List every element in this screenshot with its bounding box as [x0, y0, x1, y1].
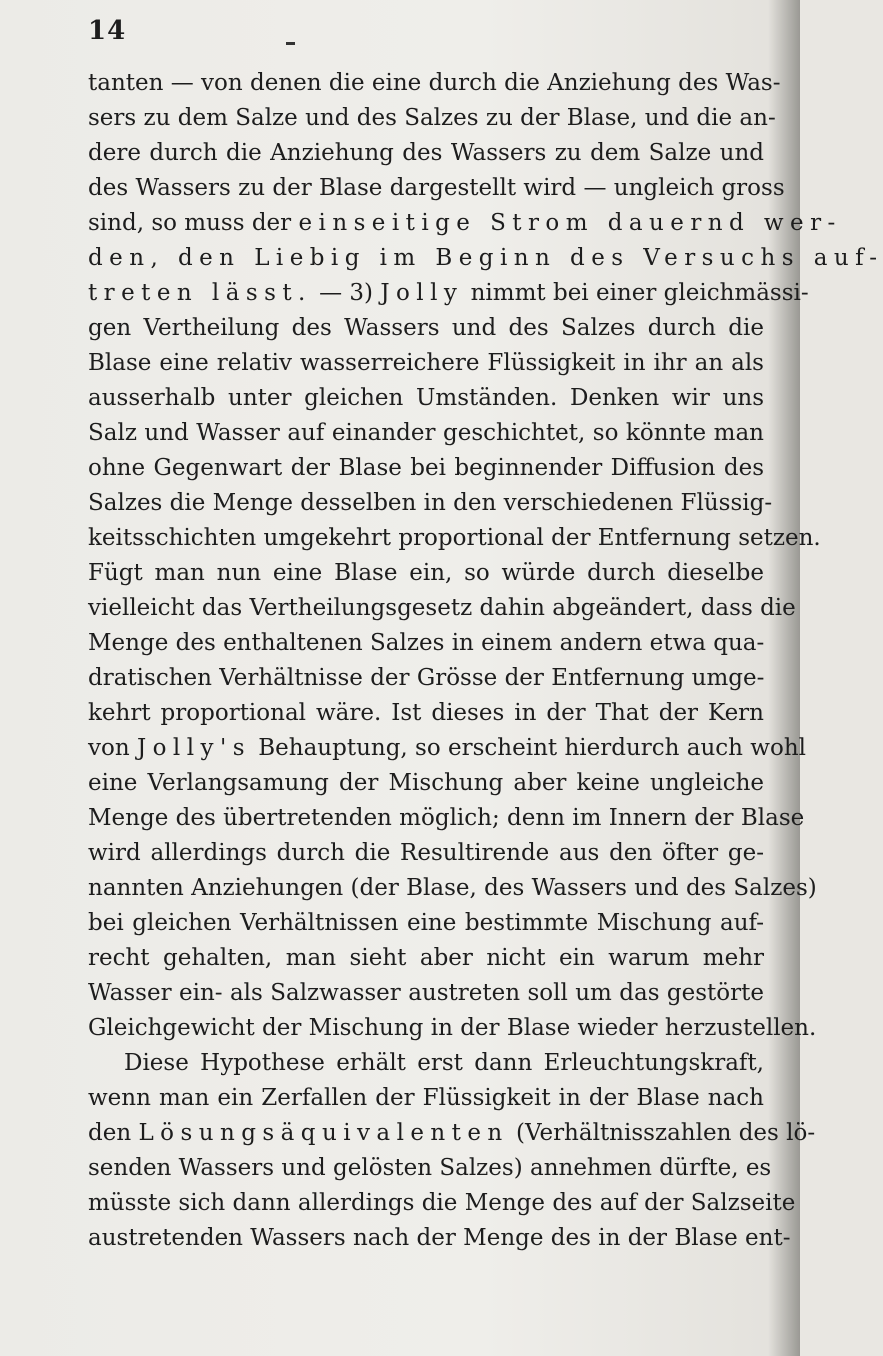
text-line: [88, 346, 764, 381]
text-line: [88, 976, 764, 1011]
text-line: [88, 941, 764, 976]
text-segment: müsste sich dann allerdings die Menge des auf der Salzseite: [88, 1190, 796, 1216]
text-line: [88, 521, 821, 556]
text-segment: Menge des übertretenden möglich; denn im Innern der Blase: [88, 805, 805, 831]
text-line: [88, 871, 817, 906]
text-line: [88, 276, 809, 311]
text-segment: den: [88, 1120, 139, 1146]
text-segment: austretenden Wassers nach der Menge des in der Blase ent-: [88, 1225, 791, 1251]
text-line: [88, 661, 764, 696]
text-line: [88, 171, 785, 206]
emphasis-text: Lösungsäquivalenten: [138, 1120, 509, 1146]
text-line: [88, 801, 805, 836]
text-line: [88, 1011, 817, 1046]
text-line: [88, 1081, 764, 1116]
text-segment: Menge des enthaltenen Salzes in einem andern etwa qua-: [88, 630, 765, 656]
text-segment: sind, so muss der: [88, 210, 299, 236]
text-segment: von: [88, 735, 137, 761]
text-line: [88, 731, 806, 766]
text-segment: Salz und Wasser auf einander geschichtet, so könnte man: [88, 420, 764, 446]
text-segment: Diese Hypothese erhält erst dann Erleuchtungskraft,: [124, 1050, 764, 1076]
text-line: [88, 1221, 791, 1256]
text-segment: nimmt bei einer gleichmässi-: [463, 280, 809, 306]
text-segment: dere durch die Anziehung des Wassers zu dem Salze und: [88, 140, 764, 166]
text-segment: ohne Gegenwart der Blase bei beginnender Diffusion des: [88, 455, 764, 481]
text-segment: Behauptung, so erscheint hierdurch auch wohl: [250, 735, 806, 761]
text-segment: senden Wassers und gelösten Salzes) annehmen dürfte, es: [88, 1155, 772, 1181]
text-line: [88, 416, 764, 451]
text-segment: sers zu dem Salze und des Salzes zu der Blase, und die an-: [88, 105, 776, 131]
text-segment: wird allerdings durch die Resultirende aus den öfter ge-: [88, 840, 764, 866]
text-line: [88, 1116, 816, 1151]
emphasis-text: Jolly: [380, 280, 464, 306]
body-text: [88, 66, 883, 1256]
text-line: [88, 241, 883, 276]
text-segment: Salzes die Menge desselben in den verschiedenen Flüssig-: [88, 490, 773, 516]
text-segment: Fügt man nun eine Blase ein, so würde durch dieselbe: [88, 560, 764, 586]
text-line: [88, 906, 764, 941]
emphasis-text: treten lässt.: [88, 280, 312, 306]
text-segment: (Verhältnisszahlen des lö-: [508, 1120, 816, 1146]
text-line: [88, 311, 764, 346]
page-number: 14: [88, 16, 127, 46]
text-line: [88, 1046, 764, 1081]
text-segment: gen Vertheilung des Wassers und des Salzes durch die: [88, 315, 764, 341]
text-segment: nannten Anziehungen (der Blase, des Wassers und des Salzes): [88, 875, 817, 901]
text-line: [88, 556, 764, 591]
text-line: [88, 206, 842, 241]
header-dash: [286, 42, 295, 45]
emphasis-text: Jolly's: [136, 735, 251, 761]
text-line: [88, 1151, 772, 1186]
text-line: [88, 1186, 796, 1221]
text-line: [88, 836, 764, 871]
text-segment: keitsschichten umgekehrt proportional der Entfernung setzen.: [88, 525, 821, 551]
text-line: [88, 66, 781, 101]
text-segment: wenn man ein Zerfallen der Flüssigkeit in der Blase nach: [88, 1085, 764, 1111]
text-segment: kehrt proportional wäre. Ist dieses in der That der Kern: [88, 700, 764, 726]
text-line: [88, 486, 773, 521]
text-segment: Gleichgewicht der Mischung in der Blase wieder herzustellen.: [88, 1015, 817, 1041]
text-line: [88, 696, 764, 731]
text-segment: vielleicht das Vertheilungsgesetz dahin abgeändert, dass die: [88, 595, 796, 621]
text-line: [88, 626, 764, 661]
text-segment: — 3): [311, 280, 381, 306]
text-line: [88, 136, 764, 171]
text-line: [88, 381, 764, 416]
emphasis-text: den, den Liebig im Beginn des Versuchs auf-: [88, 245, 883, 271]
text-line: [88, 451, 764, 486]
text-line: [88, 766, 764, 801]
text-line: [88, 101, 776, 136]
text-segment: des Wassers zu der Blase dargestellt wird — ungleich gross: [88, 175, 785, 201]
text-segment: tanten — von denen die eine durch die Anziehung des Was-: [88, 70, 781, 96]
text-segment: dratischen Verhältnisse der Grösse der Entfernung umge-: [88, 665, 765, 691]
emphasis-text: einseitige Strom dauernd wer-: [298, 210, 842, 236]
text-segment: bei gleichen Verhältnissen eine bestimmte Mischung auf-: [88, 910, 764, 936]
text-segment: Blase eine relativ wasserreichere Flüssigkeit in ihr an als: [88, 350, 764, 376]
text-segment: recht gehalten, man sieht aber nicht ein warum mehr: [88, 945, 764, 971]
text-segment: ausserhalb unter gleichen Umständen. Denken wir uns: [88, 385, 764, 411]
text-segment: Wasser ein- als Salzwasser austreten soll um das gestörte: [88, 980, 764, 1006]
text-line: [88, 591, 796, 626]
text-segment: eine Verlangsamung der Mischung aber keine ungleiche: [88, 770, 764, 796]
